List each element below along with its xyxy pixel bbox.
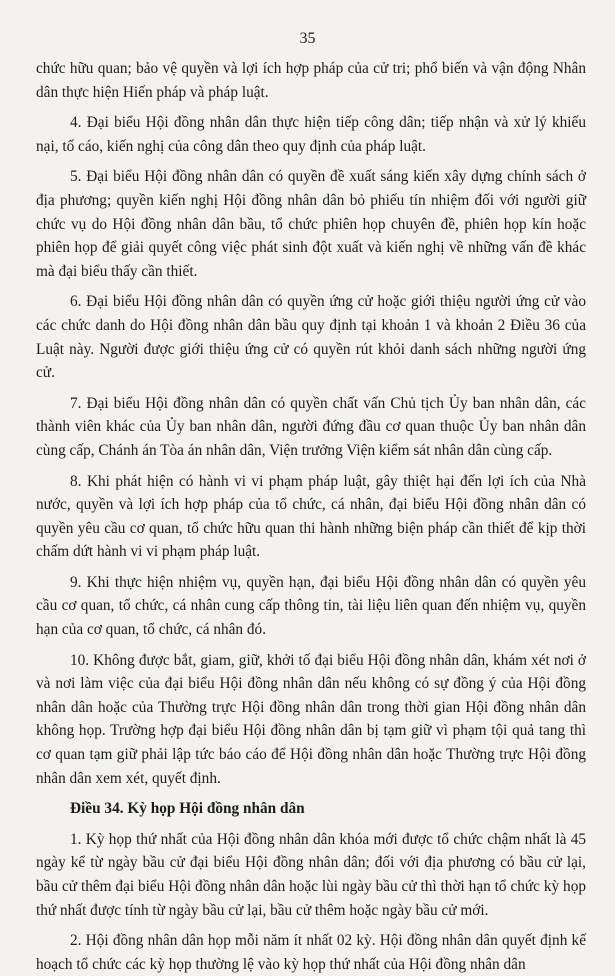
paragraph-continuation: chức hữu quan; bảo vệ quyền và lợi ích hợp pháp của cử tri; phổ biến và vận động Nhân dân thực hiện Hiến pháp và pháp luật. [36, 60, 586, 101]
article-heading: Điều 34. Kỳ họp Hội đồng nhân dân [70, 800, 305, 818]
paragraph-clause-7: 7. Đại biểu Hội đồng nhân dân có quyền chất vấn Chủ tịch Ủy ban nhân dân, các thành viên khác của Ủy ban nhân dân, người đứng đầu cơ quan thuộc Ủy ban nhân dân cùng cấp, Chánh án Tòa án nhân dân, Viện trưởng Viện kiểm sát nhân dân cùng cấp. [36, 394, 586, 459]
paragraph-clause-8: 8. Khi phát hiện có hành vi vi phạm pháp luật, gây thiệt hại đến lợi ích của Nhà nước, quyền và lợi ích hợp pháp của tổ chức, cá nhân, đại biểu Hội đồng nhân dân có quyền yêu cầu cơ quan, tổ chức hữu quan thi hành những biện pháp cần thiết để kịp thời chấm dứt hành vi vi phạm pháp luật. [36, 472, 586, 561]
paragraph-clause-10: 10. Không được bắt, giam, giữ, khởi tố đại biểu Hội đồng nhân dân, khám xét nơi ở và nơi làm việc của đại biểu Hội đồng nhân dân nếu không có sự đồng ý của Hội đồng nhân dân hoặc của Thường trực Hội đồng nhân dân trong thời gian Hội đồng nhân dân không họp. Trường hợp đại biểu Hội đồng nhân dân bị tạm giữ vì phạm tội quả tang thì cơ quan tạm giữ phải lập tức báo cáo để Hội đồng nhân dân hoặc Thường trực Hội đồng nhân dân xem xét, quyết định. [36, 651, 586, 787]
article-paragraph-2: 2. Hội đồng nhân dân họp mỗi năm ít nhất 02 kỳ. Hội đồng nhân dân quyết định kế hoạch tổ chức các kỳ họp thường lệ vào kỳ họp thứ nhất của Hội đồng nhân dân [36, 932, 586, 973]
article-paragraph-1: 1. Kỳ họp thứ nhất của Hội đồng nhân dân khóa mới được tổ chức chậm nhất là 45 ngày kể từ ngày bầu cử đại biểu Hội đồng nhân dân; đối với địa phương có bầu cử lại, bầu cử thêm đại biểu Hội đồng nhân dân hoặc lùi ngày bầu cử thì thời hạn tổ chức kỳ họp thứ nhất được tính từ ngày bầu cử lại, bầu cử thêm hoặc ngày bầu cử mới. [36, 830, 586, 919]
paragraph-clause-6: 6. Đại biểu Hội đồng nhân dân có quyền ứng cử hoặc giới thiệu người ứng cử vào các chức danh do Hội đồng nhân dân bầu quy định tại khoản 1 và khoản 2 Điều 36 của Luật này. Người được giới thiệu ứng cử có quyền rút khỏi danh sách những người ứng cử. [36, 293, 586, 382]
paragraph-clause-9: 9. Khi thực hiện nhiệm vụ, quyền hạn, đại biểu Hội đồng nhân dân có quyền yêu cầu cơ quan, tổ chức, cá nhân cung cấp thông tin, tài liệu liên quan đến nhiệm vụ, quyền hạn của cơ quan, tổ chức, cá nhân đó. [36, 573, 586, 639]
paragraph-clause-4: 4. Đại biểu Hội đồng nhân dân thực hiện tiếp công dân; tiếp nhận và xử lý khiếu nại, tố cáo, kiến nghị của công dân theo quy định của pháp luật. [36, 114, 586, 155]
paragraph-clause-5: 5. Đại biểu Hội đồng nhân dân có quyền đề xuất sáng kiến xây dựng chính sách ở địa phương; quyền kiến nghị Hội đồng nhân dân bỏ phiếu tín nhiệm đối với người giữ chức vụ do Hội đồng nhân dân bầu, tổ chức phiên họp chuyên đề, phiên họp kín hoặc phiên họp để giải quyết công việc phát sinh đột xuất và kiến nghị về những vấn đề khác mà đại biểu thấy cần thiết. [36, 168, 586, 280]
page-number: 35 [299, 30, 316, 47]
document-body [36, 57, 586, 976]
